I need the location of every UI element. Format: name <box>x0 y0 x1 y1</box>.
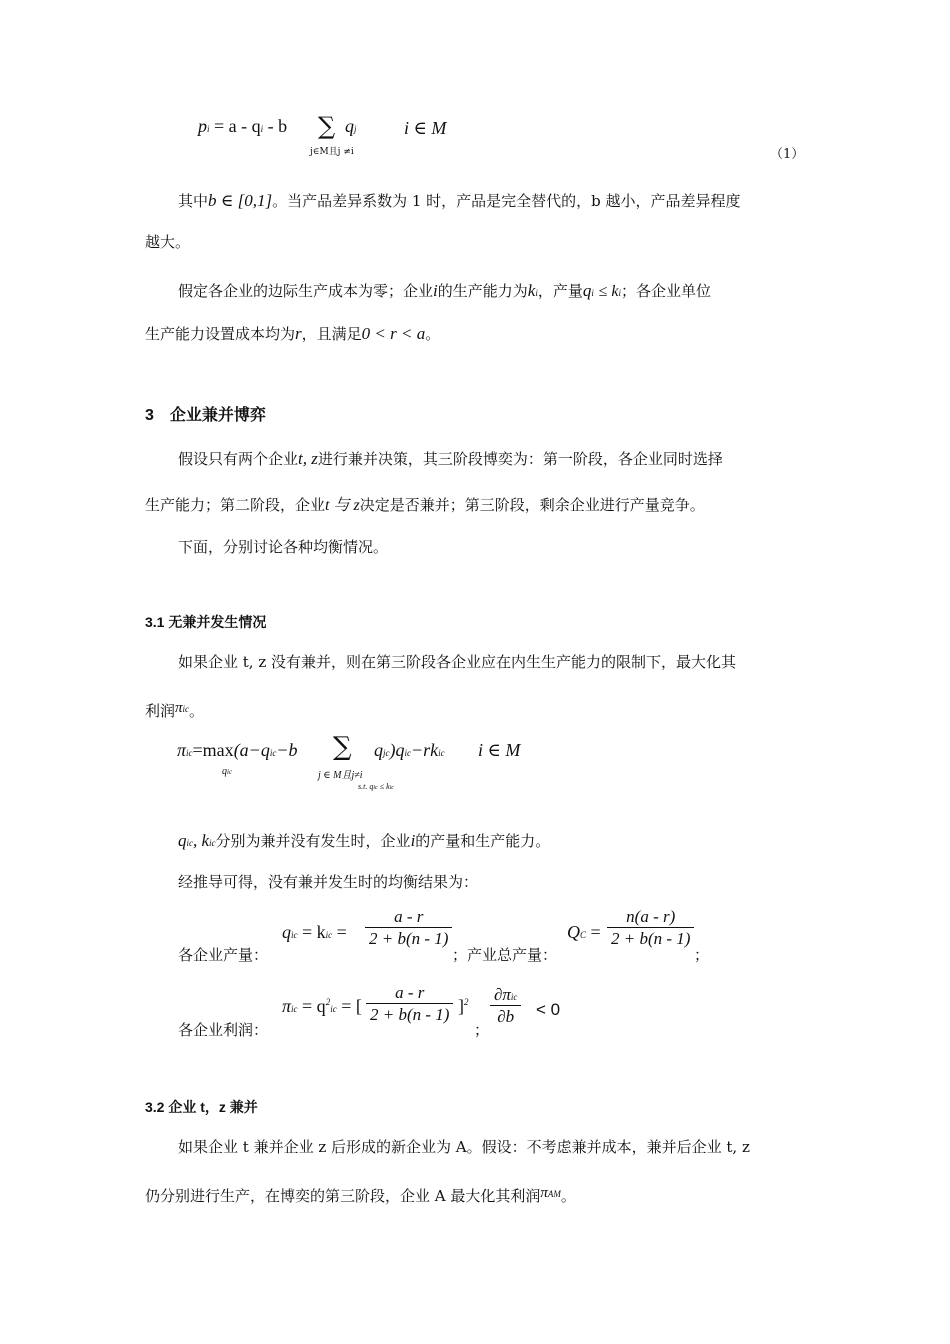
s31-eq-sum-index: j ∈ M且j≠i <box>318 770 363 781</box>
s31-total-eq: = <box>590 922 601 942</box>
s31-output-lhs <box>282 922 347 943</box>
s31-eq-right <box>374 740 445 761</box>
s3-p2-b: 决定是否兼并；第三阶段，剩余企业进行产量竞争。 <box>359 496 705 514</box>
s31-total-lhs <box>567 922 601 943</box>
s31-output-fraction <box>365 907 452 949</box>
s31-total-den: 2 + b(n - 1) <box>607 927 694 949</box>
eq1-sum-index: j∈M且j ≠i <box>310 147 354 157</box>
s31-profit-eq-sup: 2 <box>325 997 331 1007</box>
s31-profit-eq2: = [ <box>341 996 362 1016</box>
eq1-domain: i ∈ M <box>404 118 447 138</box>
para2-text-d: ；各企业单位 <box>621 282 712 300</box>
s31-eq-lhs-sub: ic <box>186 748 193 758</box>
s31-p1-b: 。 <box>189 702 205 720</box>
para2-ineq: ≤ k <box>598 283 619 300</box>
s31-definition <box>178 830 550 854</box>
s31-deriv-rel: < 0 <box>536 1000 561 1019</box>
eq1-rhs-qsub: i <box>260 124 264 134</box>
para2-var-q: q <box>582 281 592 300</box>
s31-eq-lhs: π <box>177 740 187 760</box>
s31-eq-constraint-q: s.t. q <box>358 782 374 791</box>
s31-output-den: 2 + b(n - 1) <box>365 927 452 949</box>
para2-var-k-sub: i <box>535 288 538 298</box>
s31-def-i: i <box>410 831 416 850</box>
s31-eq-tail-a-sub: ic <box>404 748 411 758</box>
s31-derivative <box>490 985 521 1027</box>
para2-line2 <box>145 323 440 345</box>
section3-p1 <box>178 448 723 470</box>
s31-profit-den: 2 + b(n - 1) <box>366 1003 453 1025</box>
s31-eq-constraint-rest-sub: ic <box>389 785 394 791</box>
s31-profit-pi: π <box>282 996 292 1016</box>
section3-p3: 下面，分别讨论各种均衡情况。 <box>178 538 389 556</box>
para2-text-f: ，且满足 <box>301 325 362 343</box>
s31-eq-q: q <box>374 740 383 760</box>
s31-def-text-a: 分别为兼并没有发生时，企业 <box>215 832 411 850</box>
para1-math: b ∈ [0,1] <box>208 191 273 210</box>
s31-profit-fraction <box>366 983 453 1025</box>
s31-profit-sq: 2 <box>464 997 469 1007</box>
s31-output-label: 各企业产量： <box>178 946 269 964</box>
s31-deriv-num: ∂π <box>494 985 511 1004</box>
para2-var-r: r <box>295 324 302 343</box>
para2-text-e: 生产能力设置成本均为 <box>145 325 296 343</box>
s31-output-eq-sub: ic <box>325 930 333 940</box>
para1-rest: 。当产品差异系数为 1 时，产品是完全替代的，b 越小，产品差异程度 <box>272 192 741 210</box>
s3-p1-vars: t, z <box>298 449 318 468</box>
section3-p2 <box>145 494 705 517</box>
s32-p1-a: 仍分别进行生产，在博奕的第三阶段，企业 A 最大化其利润 <box>145 1187 541 1205</box>
s31-p1-line1: 如果企业 t, z 没有兼并，则在第三阶段各企业应在内生生产能力的限制下，最大化其 <box>178 653 737 671</box>
s31-def-k: , k <box>193 831 210 850</box>
s32-pi-sub: AM <box>547 1189 561 1199</box>
s31-eq-tail-b-sub: ic <box>438 748 445 758</box>
s31-pi-sub: ic <box>182 704 190 714</box>
para2-cond: 0 < r < a <box>361 324 426 343</box>
s31-profit-sep: ； <box>474 1021 490 1039</box>
s32-p1-line1: 如果企业 t 兼并企业 z 后形成的新企业为 A。假设：不考虑兼并成本，兼并后企业 t, z <box>178 1138 750 1156</box>
section-3-2-title: 3.2 企业 t，z 兼并 <box>145 1099 258 1115</box>
s31-eq-left <box>177 740 297 761</box>
s31-output-eq: = k <box>302 922 326 942</box>
para1-prefix: 其中 <box>178 192 209 210</box>
s31-eq-body-b: −b <box>276 740 298 760</box>
eq1-lhs-sub: i <box>207 124 210 134</box>
s31-eq-tail-a: )q <box>389 740 405 760</box>
s31-profit-num: a - r <box>395 983 425 1002</box>
para1-line2: 越大。 <box>145 233 191 251</box>
para2-text-b: 的生产能力为 <box>437 282 528 300</box>
s31-eq-constraint-sub: ic <box>373 785 378 791</box>
s31-eq-domain: i ∈ M <box>478 740 521 760</box>
s31-profit-eq-sub: ic <box>330 1004 337 1014</box>
s31-output-num: a - r <box>394 907 424 926</box>
s31-output-eq2: = <box>336 922 347 942</box>
s32-p1-line2 <box>145 1182 576 1207</box>
s31-output-sep: ；产业总产量： <box>452 946 558 964</box>
s3-p2-a: 生产能力；第二阶段，企业 <box>145 496 326 514</box>
eq1-q: q <box>345 116 354 136</box>
s31-eq-max-sub <box>222 766 232 777</box>
s31-eq-body-a-sub: ic <box>269 748 277 758</box>
s31-profit-bracket: ] <box>458 996 464 1016</box>
eq1-sum-symbol: ∑ <box>318 112 336 140</box>
s31-eq-constraint-rest: ≤ k <box>377 782 390 791</box>
s31-pi: π <box>175 700 183 716</box>
eq1-rhs-a: = a - q <box>214 116 261 136</box>
s31-profit-lhs <box>282 996 362 1017</box>
para2-text-c: ，产量 <box>537 282 583 300</box>
s3-p1-b: 进行兼并决策，其三阶段博奕为：第一阶段，各企业同时选择 <box>317 450 723 468</box>
s31-eq-sum-symbol: ∑ <box>333 732 352 762</box>
s31-eq-tail-b: −rk <box>411 740 439 760</box>
para2-var-k: k <box>527 281 536 300</box>
eq1-rhs-b: - b <box>267 116 288 136</box>
s31-total-q-sub: C <box>580 930 587 940</box>
s31-deriv-num-sub: ic <box>510 992 518 1002</box>
s31-profit-eq: = q <box>302 996 326 1016</box>
para2-var-q-sub: i <box>591 288 594 298</box>
eq1-lhs: p <box>198 116 207 136</box>
para2-var-i: i <box>433 281 438 300</box>
para2-ineq-sub: i <box>618 288 622 298</box>
s31-profit-pi-sub: ic <box>291 1004 298 1014</box>
s31-output-q: q <box>282 922 291 942</box>
s31-p1-line2 <box>145 697 204 722</box>
s31-eq-q-sub: jc <box>383 748 390 758</box>
s31-p1-a: 利润 <box>145 702 176 720</box>
s31-def-text-b: 的产量和生产能力。 <box>415 832 551 850</box>
s31-derive: 经推导可得，没有兼并发生时的均衡结果为： <box>178 873 479 891</box>
equation-1 <box>198 116 287 137</box>
para2-text-a: 假定各企业的边际生产成本为零；企业 <box>178 282 434 300</box>
para2-line1 <box>178 280 711 304</box>
s32-pi: π <box>540 1185 548 1201</box>
section-3-1-title: 3.1 无兼并发生情况 <box>145 614 267 630</box>
s31-total-q: Q <box>567 922 580 942</box>
eq1-summand <box>345 116 357 137</box>
s31-total-fraction <box>607 907 694 949</box>
s31-def-q: q <box>178 831 187 850</box>
para1-line1 <box>178 190 741 212</box>
s31-eq-max-subsub: ic <box>227 768 233 776</box>
s31-total-num: n(a - r) <box>626 907 676 926</box>
s31-profit-label: 各企业利润： <box>178 1021 269 1039</box>
s31-def-q-sub: ic <box>186 838 193 848</box>
s32-p1-b: 。 <box>560 1187 576 1205</box>
section-3-title: 3 企业兼并博弈 <box>145 407 266 424</box>
s31-eq-max-sub-q: q <box>222 766 227 777</box>
s31-eq-body-a: (a−q <box>233 740 270 760</box>
eq1-q-sub: j <box>354 124 357 134</box>
s31-def-k-sub: ic <box>209 838 216 848</box>
s31-eq-max: =max <box>192 740 234 760</box>
para2-text-g: 。 <box>425 325 441 343</box>
s31-profit-close <box>458 996 469 1017</box>
s31-eq-constraint <box>358 782 394 791</box>
s31-deriv-den: ∂b <box>490 1005 521 1027</box>
s31-total-end: ； <box>694 946 710 964</box>
s3-p1-a: 假设只有两个企业 <box>178 450 299 468</box>
eq1-number: （1） <box>770 147 805 162</box>
s3-p2-vars: t 与 z <box>325 497 360 514</box>
s31-output-q-sub: ic <box>291 930 298 940</box>
